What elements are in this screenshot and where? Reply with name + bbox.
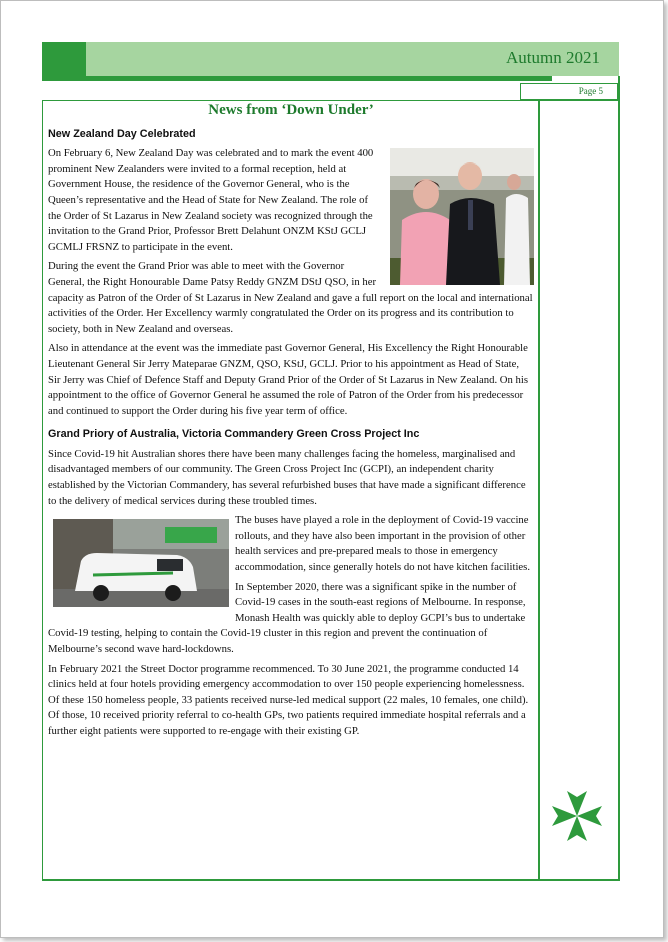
header-dark-block — [42, 42, 86, 76]
sidebar-divider — [538, 100, 540, 881]
bus-photo — [53, 519, 229, 607]
footer-line — [42, 879, 620, 881]
paragraph: In February 2021 the Street Doctor programme recommenced. To 30 June 2021, the programme conducted 14 clinics held at four hotels providing emergency accommodation to over 150 people experiencing homelessness. Of these 150 homeless people, 33 patients received nurse-led medical support (22 males, 10 females, one child). Of those, 10 received priority referral to co-health GPs, two patients required immediate hospital referrals and a further eight patients were supported to re-engage with their existing GP. — [48, 662, 529, 737]
article-title: News from ‘Down Under’ — [208, 102, 374, 118]
reception-photo — [390, 148, 534, 285]
page-number: Page 5 — [520, 83, 618, 100]
paragraph: Since Covid-19 hit Australian shores there have been many challenges facing the homeless, marginalised and disadvantaged members of our community. The Green Cross Project Inc (GCPI), an independent charity established by the Victorian Commandery, has several refurbished buses that have made a significant difference to the delivery of medical services during these troubled times. — [48, 447, 526, 507]
paragraph: During the event the Grand Prior was able to meet with the Governor General, the Right Honourable Dame Patsy Reddy GNZM DStJ QSO, in her capacity as Patron of the Order of St Lazarus in New Zealand and gave a full report on the local and international activities of the Order. Her Excellency warmly congratulated the Order on its progress and its contribution to society, both in New Zealand and overseas. — [48, 260, 533, 335]
article — [48, 103, 534, 744]
section-heading-nz-day: New Zealand Day Celebrated — [48, 127, 196, 140]
paragraph: On February 6, New Zealand Day was celebrated and to mark the event 400 prominent New Zealanders were invited to a formal reception, held at Government House, the residence of the Governor General, who is the Queen’s representative and the Head of State for New Zealand. The role of the Order of St Lazarus in New Zealand society was recognized through the invitation to the Grand Prior, Professor Brett Delahunt ONZM KStJ GCLJ GCMLJ FRSNZ to participate in the event. — [48, 147, 374, 253]
paragraph: The buses have played a role in the deployment of Covid-19 vaccine rollouts, and they have also been important in the provision of other health services and pre-prepared meals to those in emergency accommodation, since generally hotels do not have kitchen facilities. — [235, 514, 530, 574]
section-heading-green-cross: Grand Priory of Australia, Victoria Commandery Green Cross Project Inc — [48, 428, 420, 441]
paragraph: Also in attendance at the event was the immediate past Governor General, His Excellency the Right Honourable Lieutenant General Sir Jerry Mateparae GNZM, QSO, KStJ, GCLJ. Prior to his appointment as Head of State, Sir Jerry was Chief of Defence Staff and Deputy Grand Prior of the Order of St Lazarus in New Zealand. On his appointment to the office of Governor General he assumed the role of Patron of the Order from his predecessor and continued to support the Order during his five year term of office. — [48, 342, 529, 417]
maltese-cross-icon — [548, 787, 606, 845]
header-underline — [42, 76, 552, 81]
paragraph: In September 2020, there was a significant spike in the number of Covid-19 cases in the south-east regions of Melbourne. In response, Monash Health was quickly able to deploy GCPI’s bus to undertake Covid-19 testing, helping to contain the Covid-19 cluster in this region and prevent the continuation of Melbourne’s second wave hard-lockdowns. — [48, 580, 526, 655]
issue-title: Autumn 2021 — [506, 48, 600, 67]
right-border — [618, 76, 620, 881]
